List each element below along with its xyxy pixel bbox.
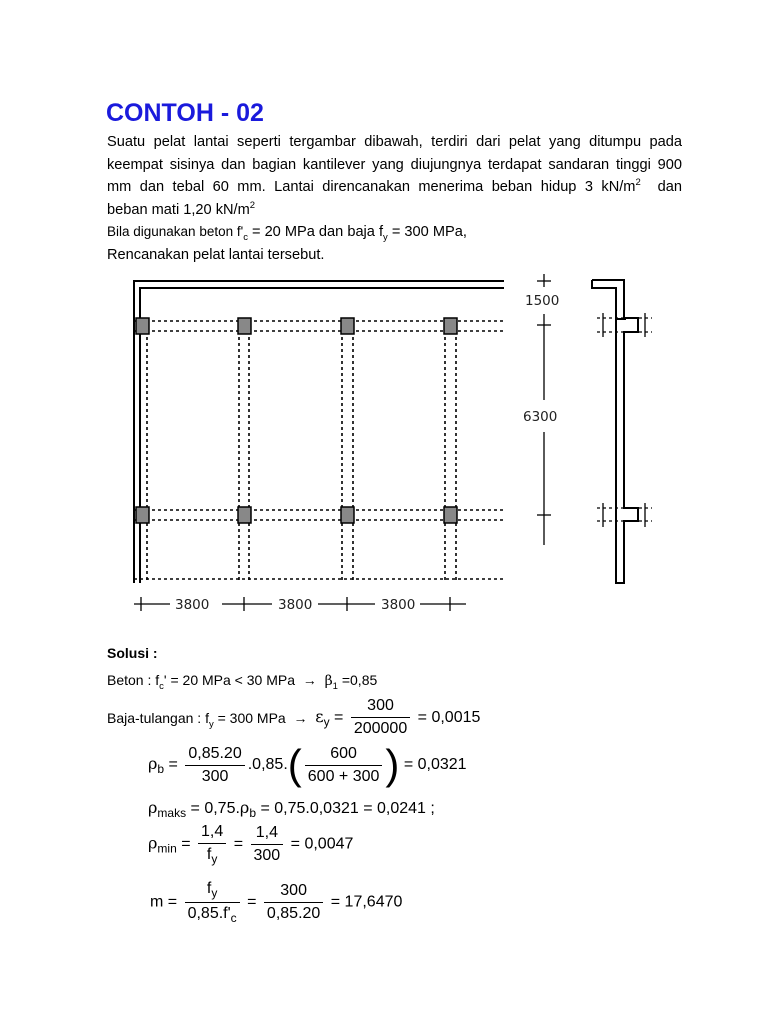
section-view — [592, 280, 638, 583]
dim-1500: 1500 — [525, 293, 560, 309]
beton-line: Beton : $f_c' = 20$ MPa < 30 MPa → $\beta_1 =0,85$ — [107, 672, 378, 692]
dim-span-2: 3800 — [278, 597, 313, 613]
statement-line-4: beban mati 1,20 $kN/m^2$ — [107, 199, 256, 218]
solution-heading: Solusi : — [107, 645, 158, 661]
statement-line-1: Suatu pelat lantai seperti tergambar dibawah, terdiri dari pelat yang ditumpu pada — [107, 134, 682, 150]
horizontal-beams — [134, 321, 504, 520]
rho-b-equation: $\rho_b$ = $\frac{0,85.20}{300}$ .0,85.( $\frac{600}{600 + 300}$ ) = 0,0321 — [148, 741, 467, 788]
statement-line-3: mm dan tebal 60 mm. Lantai direncanakan menerima beban hidup 3 $kN/m^2$ dan — [107, 177, 683, 195]
vertical-beams — [147, 331, 456, 583]
eq1-fraction: $\frac{300}{200000}$ — [351, 697, 410, 738]
m-equation: m = $\frac{f_y}{0,85.f'_c}$ = $\frac{300}{0,85.20}$ = 17,6470 — [150, 880, 403, 925]
statement-line-5: Bila digunakan beton $f'_c = 20$ MPa dan baja $f_y = 300$ MPa, — [107, 224, 467, 243]
rho-min-equation: $\rho_{min}$ = $\frac{1,4}{f_y}$ = $\frac{1,4}{300}$ = 0,0047 — [148, 823, 354, 866]
statement-line-6: Rencanakan pelat lantai tersebut. — [107, 246, 325, 263]
page-title: CONTOH - 02 — [106, 99, 264, 127]
statement-line-2: keempat sisinya dan bagian kantilever yang diujungnya terdapat sandaran tinggi 900 — [107, 156, 682, 173]
dim-span-3: 3800 — [381, 597, 416, 613]
dim-6300: 6300 — [523, 409, 558, 425]
columns — [136, 318, 457, 523]
rho-maks-equation: $\rho_{maks} = 0,75.\rho_b = 0,75.0,0321 = 0,0241$ ; — [148, 798, 435, 820]
baja-line: Baja-tulangan : $f_y = 300$ MPa → $\varepsilon_y$ = $\frac{300}{200000}$ = 0,0015 — [107, 697, 481, 737]
dim-span-1: 3800 — [175, 597, 210, 613]
